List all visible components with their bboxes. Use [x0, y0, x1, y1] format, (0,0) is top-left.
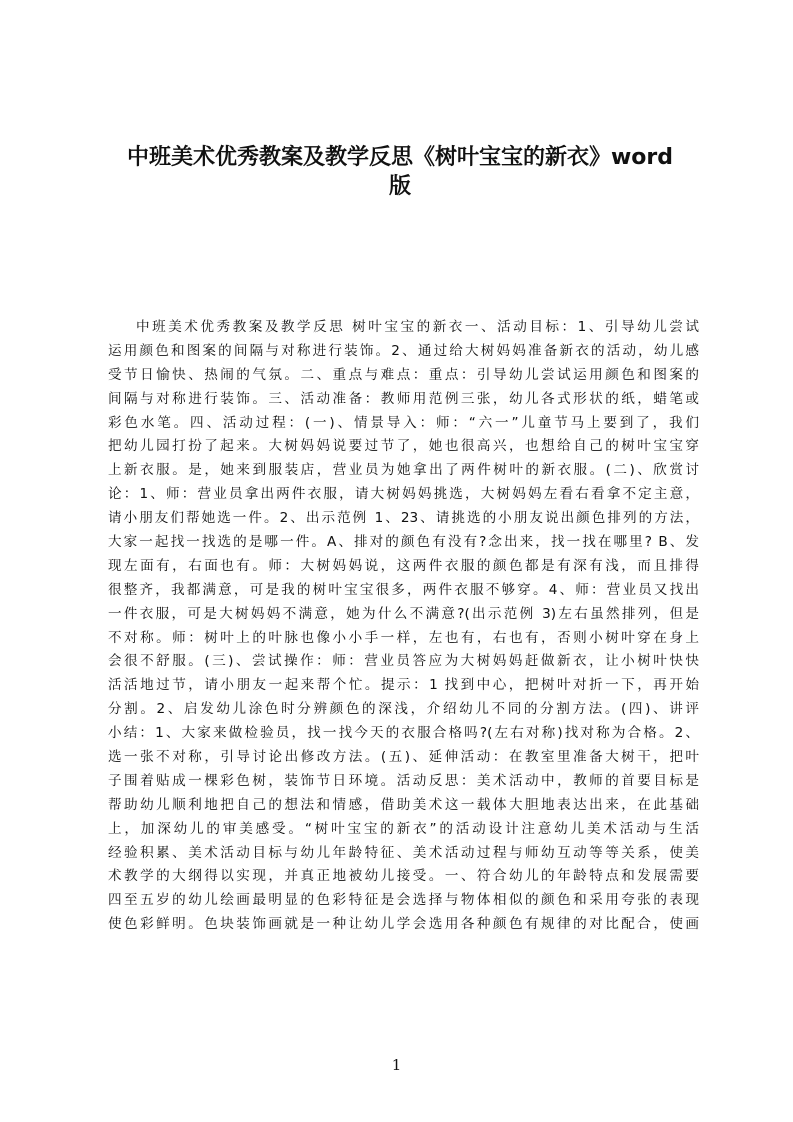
page-number: 1	[391, 1056, 402, 1074]
body-line: 论：1、师：营业员拿出两件衣服，请大树妈妈挑选，大树妈妈左看右看拿不定主意，	[108, 486, 699, 503]
title-line-2: 版	[388, 174, 411, 199]
body-line: 选一张不对称，引导讨论出修改方法。(五)、延伸活动：在教室里准备大树干，把叶	[108, 749, 699, 766]
body-line: 很整齐，我都满意，可是我的树叶宝宝很多，两件衣服不够穿。4、师：营业员又找出	[108, 581, 699, 598]
body-line: 受节日愉快、热闹的气氛。二、重点与难点：重点：引导幼儿尝试运用颜色和图案的	[108, 366, 699, 383]
body-line: 间隔与对称进行装饰。三、活动准备：教师用范例三张，幼儿各式形状的纸，蜡笔或	[108, 390, 699, 407]
document-body	[108, 316, 699, 1022]
body-line: 把幼儿园打扮了起来。大树妈妈说要过节了，她也很高兴，也想给自己的树叶宝宝穿	[108, 438, 699, 455]
body-line: 不对称。师：树叶上的叶脉也像小小手一样，左也有，右也有，否则小树叶穿在身上	[108, 629, 699, 646]
body-line: 四至五岁的幼儿绘画最明显的色彩特征是会选择与物体相似的颜色和采用夸张的表现	[108, 892, 699, 909]
body-line: 使色彩鲜明。色块装饰画就是一种让幼儿学会选用各种颜色有规律的对比配合，使画	[108, 916, 699, 933]
body-line: 活活地过节，请小朋友一起来帮个忙。提示：1 找到中心，把树叶对折一下，再开始	[108, 677, 699, 694]
body-line: 现左面有，右面也有。师：大树妈妈说，这两件衣服的颜色都是有深有浅，而且排得	[108, 557, 699, 574]
body-line: 大家一起找一找选的是哪一件。A、排对的颜色有没有?念出来，找一找在哪里? B、发	[108, 534, 699, 551]
body-line: 分割。2、启发幼儿涂色时分辨颜色的深浅，介绍幼儿不同的分割方法。(四)、讲评	[108, 701, 699, 718]
body-line: 经验积累、美术活动目标与幼儿年龄特征、美术活动过程与师幼互动等等关系，使美	[108, 844, 699, 861]
body-line: 一件衣服，可是大树妈妈不满意，她为什么不满意?(出示范例 3)左右虽然排列，但是	[108, 605, 699, 622]
body-line: 小结：1、大家来做检验员，找一找今天的衣服合格吗?(左右对称)找对称为合格。2、	[108, 725, 699, 742]
body-line: 请小朋友们帮她选一件。2、出示范例 1、23、请挑选的小朋友说出颜色排列的方法，	[108, 510, 699, 527]
body-line: 会很不舒服。(三)、尝试操作：师：营业员答应为大树妈妈赶做新衣，让小树叶快快	[108, 653, 699, 670]
body-line: 运用颜色和图案的间隔与对称进行装饰。2、通过给大树妈妈准备新衣的活动，幼儿感	[108, 342, 699, 359]
body-line: 彩色水笔。四、活动过程：(一)、情景导入：师：“六一”儿童节马上要到了，我们	[108, 414, 699, 431]
body-line: 术教学的大纲得以实现，并真正地被幼儿接受。一、符合幼儿的年龄特点和发展需要	[108, 868, 699, 885]
body-line: 帮助幼儿顺利地把自己的想法和情感，借助美术这一载体大胆地表达出来，在此基础	[108, 796, 699, 813]
title-line-1: 中班美术优秀教案及教学反思《树叶宝宝的新衣》word	[126, 145, 674, 170]
body-line: 中班美术优秀教案及教学反思 树叶宝宝的新衣一、活动目标：1、引导幼儿尝试	[136, 319, 699, 335]
body-line: 上新衣服。是，她来到服装店，营业员为她拿出了两件树叶的新衣服。(二)、欣赏讨	[108, 462, 699, 479]
body-line: 上，加深幼儿的审美感受。“树叶宝宝的新衣”的活动设计注意幼儿美术活动与生活	[108, 820, 699, 837]
document-title	[100, 143, 700, 201]
body-line: 子围着贴成一棵彩色树，装饰节日环境。活动反思：美术活动中，教师的首要目标是	[108, 772, 699, 789]
